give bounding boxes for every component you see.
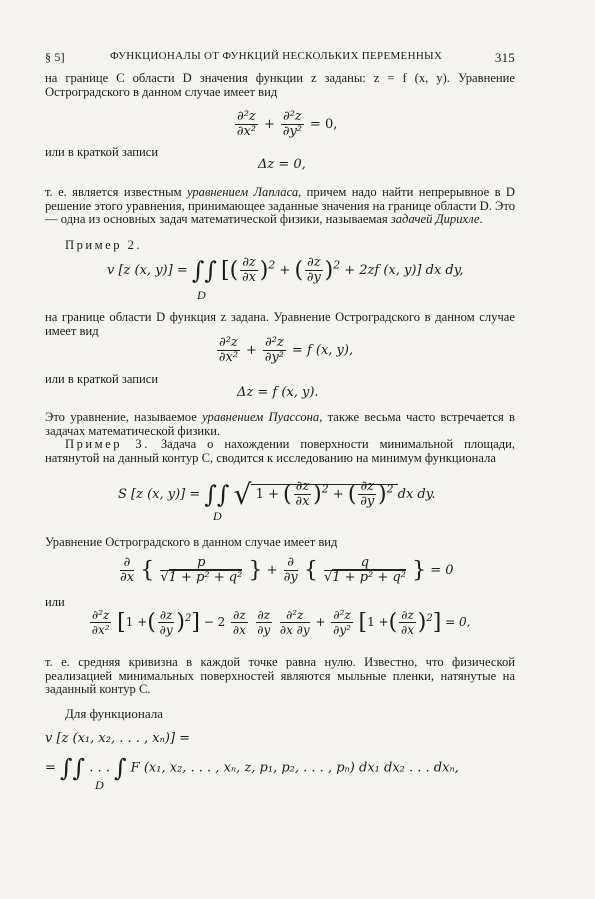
paragraph-curvature: т. е. средняя кривизна в каждой точке равна нулю. Известно, что физической реализацией минимальных поверхностей являются мыльные пленки, натянутые на заданный контур C.: [45, 655, 515, 697]
paragraph-functional: Для функционала: [65, 706, 163, 721]
equation-poisson-rhs: = f (x, y),: [291, 343, 354, 358]
example-3-heading: Пример 3.: [65, 437, 150, 451]
eq-rhs: = 0,: [445, 615, 471, 629]
paragraph-laplace: [45, 186, 515, 227]
equation-example-2: v [z (x, y)] = ∫∫ [( $\frac{\partial z}{\partial x}$ )$^2$ + ( $\frac{\partial z}{\partial y}$ )$^2$ + 2zf (x, y)] dx dy,: [107, 255, 464, 285]
equation-functional-lhs: v [z (x₁, x₂, . . . , xₙ)] =: [45, 731, 191, 746]
term-laplace: уравнением Лапласа: [186, 185, 299, 199]
equation-poisson-short: Δz = f (x, y).: [237, 385, 319, 400]
page-number: 315: [494, 50, 515, 65]
equation-laplace: $\frac{\text{∂²z}}{\text{∂x²}}$ + $\frac{\text{∂²z}}{\text{∂y²}}$ = 0,: [236, 109, 338, 139]
paragraph-poisson-intro: на границе области D функция z задана. Уравнение Остроградского в данном случае имеет вид: [45, 310, 515, 338]
text: Задача о нахождении поверхности минимальной площади, натянутой на данный контур C, сводится к исследованию на минимум функционала: [45, 437, 515, 465]
denominator: 1 + p² + q²: [332, 570, 406, 585]
text: , также весьма часто встречается в задачах математической физики.: [45, 410, 515, 438]
term-poisson: уравнением Пуассона: [202, 410, 320, 424]
equation-laplace-short: Δz = 0,: [258, 157, 306, 172]
eq-tail: dx dy.: [397, 487, 436, 502]
or-label: или: [45, 595, 65, 609]
region-label: D: [95, 778, 104, 792]
running-title: ФУНКЦИОНАЛЫ ОТ ФУНКЦИЙ НЕСКОЛЬКИХ ПЕРЕМЕННЫХ: [110, 50, 443, 62]
eq-lhs: v [z (x, y)] =: [107, 263, 188, 278]
equation-minimal-surface: $\frac{\partial}{\partial x}$ { $\frac{p}{\text{√1 + p² + q²}}$ } + $\frac{\partial}{\partial y}$ { $\frac{q}{\text{√1 + p² + q²}}$ } = 0: [120, 555, 454, 585]
eq-tail: + 2zf (x, y)] dx dy,: [344, 263, 464, 278]
integrand: F (x₁, x₂, . . . , xₙ, z, p₁, p₂, . . . , pₙ) dx₁ dx₂ . . . dxₙ,: [130, 760, 459, 776]
region-label: D: [197, 288, 206, 302]
paragraph-ostrogradsky: Уравнение Остроградского в данном случае имеет вид: [45, 535, 338, 549]
text: Это уравнение, называемое: [45, 410, 203, 424]
or-short-notation-1: или в краткой записи: [45, 145, 159, 159]
paragraph-poisson: [45, 411, 515, 438]
equation-curvature: $\frac{\text{∂²z}}{\text{∂x²}}$ [1 +( $\frac{\partial z}{\partial y}$ )$^2$] − 2 $\frac{\partial z}{\partial x}$ $\frac{\partial z}{\partial y}$ $\frac{\text{∂²z}}{\partial x \partial y}$ + $\frac{\text{∂²z}}{\text{∂y²}}$ [1 +( $\frac{\partial z}{\partial x}$ )$^2$] = 0,: [91, 608, 471, 637]
term-dirichlet: задачей Дирихле: [390, 212, 480, 227]
equation-functional-rhs: = ∫∫ . . . ∫ F (x₁, x₂, . . . , xₙ, z, p₁, p₂, . . . , pₙ) dx₁ dx₂ . . . dxₙ,: [45, 754, 459, 782]
equation-laplace-rhs: = 0,: [309, 117, 338, 132]
example-2-heading: Пример 2.: [65, 238, 143, 252]
numerator-p: p: [160, 556, 242, 571]
region-label: D: [213, 509, 222, 523]
paragraph-intro: на границе C области D значения функции z заданы: z = f (x, y). Уравнение Остроградского в данном случае имеет вид: [45, 71, 515, 99]
equation-poisson: $\frac{\text{∂²z}}{\text{∂x²}}$ + $\frac{\text{∂²z}}{\text{∂y²}}$ = f (x, y),: [218, 335, 354, 365]
text: .: [479, 212, 483, 227]
section-marker: § 5]: [45, 50, 65, 64]
eq-rhs: = 0: [430, 563, 454, 578]
denominator: 1 + p² + q²: [168, 570, 243, 585]
paragraph-example-3: [45, 438, 515, 465]
eq-lhs: S [z (x, y)] =: [118, 487, 201, 502]
text: , причем надо найти непрерывное в D решение этого уравнения, принимающее заданные значения на границе области D. Это — одна из основных задач математической физики, называемая: [45, 185, 515, 227]
equation-example-3: S [z (x, y)] = ∫∫ √ 1 + ( $\frac{\partial z}{\partial x}$ )$^2$ + ( $\frac{\partial z}{\partial y}$ )$^2$ dx dy.: [118, 478, 436, 511]
or-short-notation-2: или в краткой записи: [45, 372, 159, 386]
numerator-q: q: [324, 556, 406, 571]
text: т. е. является известным: [45, 185, 187, 199]
